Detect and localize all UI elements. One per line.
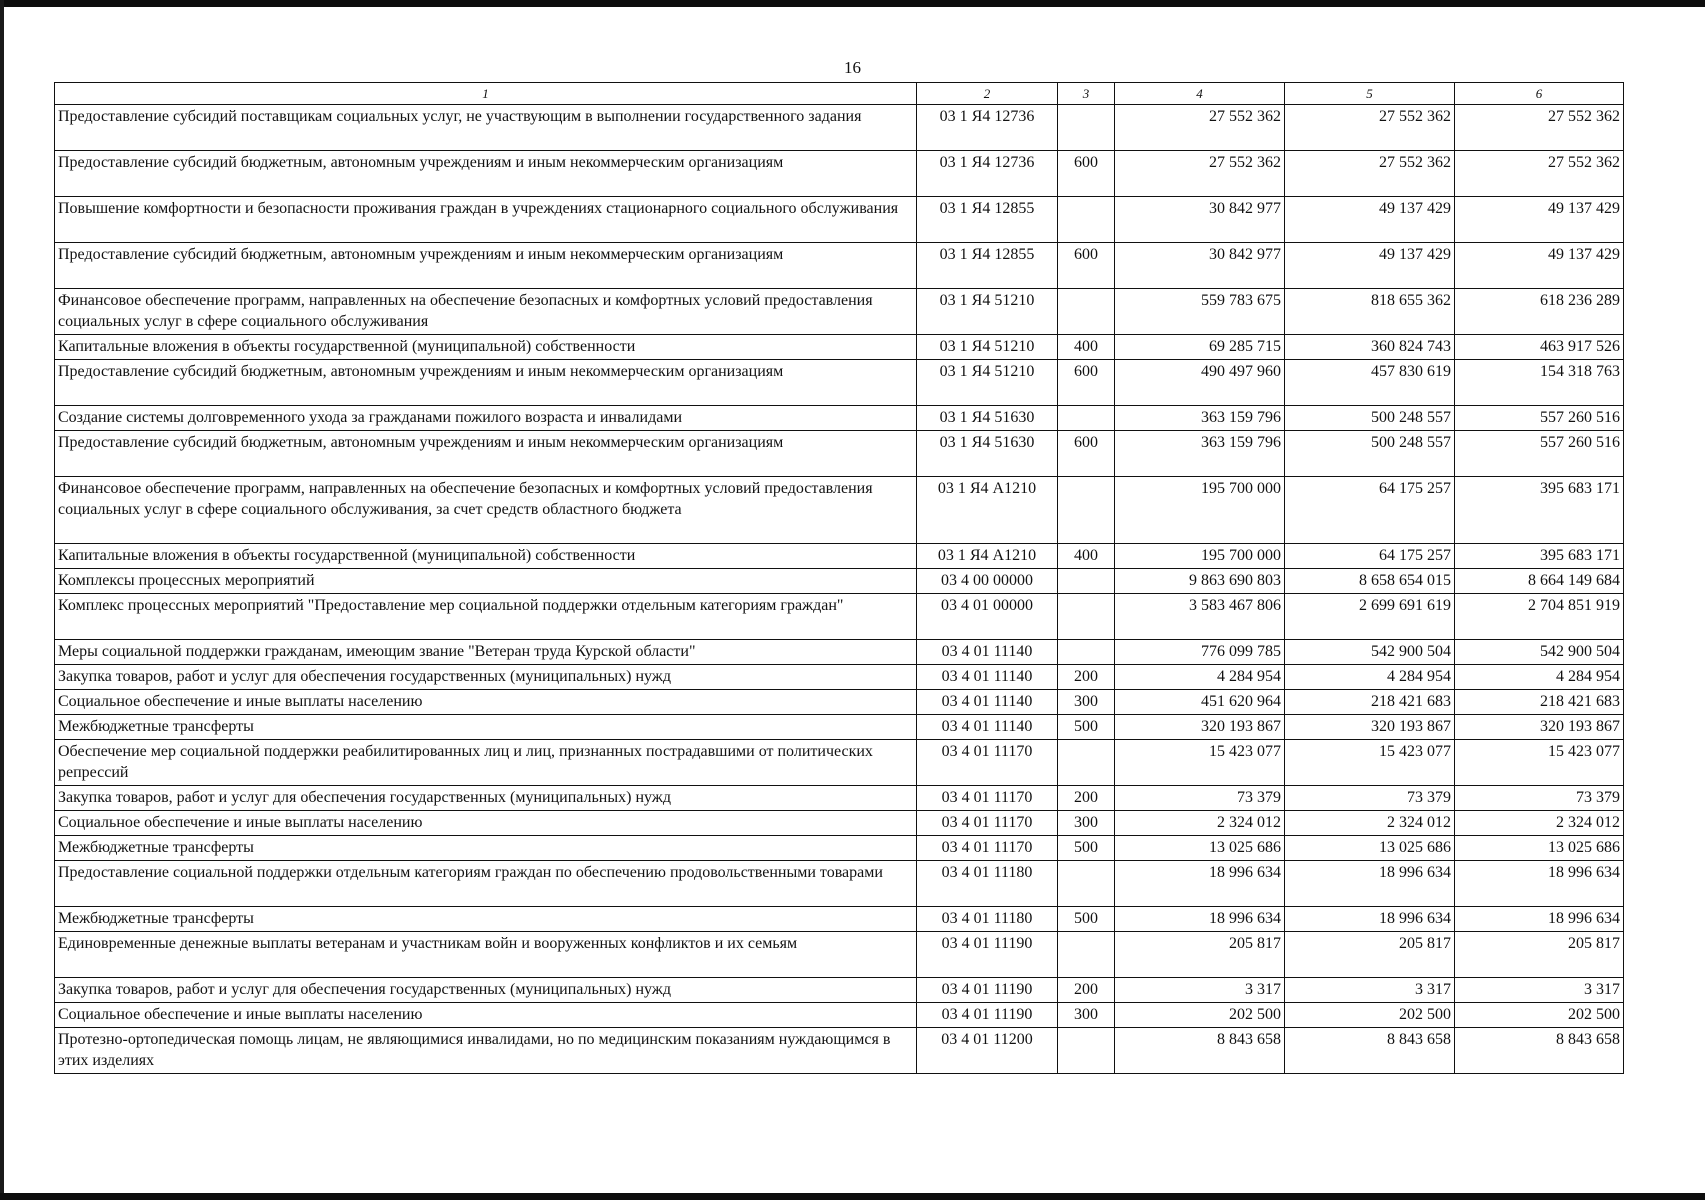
row-value-6-cell: 542 900 504 [1455, 640, 1624, 665]
row-code-cell: 03 1 Я4 51210 [917, 360, 1058, 406]
row-type-cell: 300 [1058, 690, 1115, 715]
row-value-6-cell: 618 236 289 [1455, 289, 1624, 335]
row-value-6-cell: 557 260 516 [1455, 406, 1624, 431]
scan-edge-top [0, 0, 1705, 7]
row-value-4-cell: 69 285 715 [1115, 335, 1285, 360]
page-number: 16 [844, 58, 861, 77]
row-type-cell [1058, 477, 1115, 544]
row-value-5-cell: 500 248 557 [1285, 406, 1455, 431]
table-row [55, 151, 1624, 197]
row-code-cell: 03 4 01 11190 [917, 1003, 1058, 1028]
row-value-6-cell: 395 683 171 [1455, 477, 1624, 544]
row-type-cell: 600 [1058, 431, 1115, 477]
table-row [55, 640, 1624, 665]
table-body [55, 105, 1624, 1074]
row-name-cell: Меры социальной поддержки гражданам, имеющим звание "Ветеран труда Курской области" [55, 640, 917, 665]
table-row [55, 740, 1624, 786]
row-value-6-cell: 218 421 683 [1455, 690, 1624, 715]
row-value-6-cell: 205 817 [1455, 932, 1624, 978]
row-value-4-cell: 490 497 960 [1115, 360, 1285, 406]
row-value-5-cell: 15 423 077 [1285, 740, 1455, 786]
row-type-cell [1058, 406, 1115, 431]
row-type-cell: 600 [1058, 360, 1115, 406]
row-value-5-cell: 500 248 557 [1285, 431, 1455, 477]
budget-table [54, 82, 1624, 1074]
row-value-4-cell: 27 552 362 [1115, 151, 1285, 197]
row-name-cell: Социальное обеспечение и иные выплаты населению [55, 1003, 917, 1028]
row-name-cell: Финансовое обеспечение программ, направленных на обеспечение безопасных и комфортных условий предоставления социальных услуг в сфере социального обслуживания, за счет средств областного бюджета [55, 477, 917, 544]
table-row [55, 1028, 1624, 1074]
row-code-cell: 03 1 Я4 12855 [917, 197, 1058, 243]
row-value-5-cell: 13 025 686 [1285, 836, 1455, 861]
row-value-5-cell: 818 655 362 [1285, 289, 1455, 335]
row-value-5-cell: 18 996 634 [1285, 907, 1455, 932]
row-value-6-cell: 73 379 [1455, 786, 1624, 811]
row-value-6-cell: 13 025 686 [1455, 836, 1624, 861]
row-value-5-cell: 2 324 012 [1285, 811, 1455, 836]
row-value-5-cell: 49 137 429 [1285, 243, 1455, 289]
row-value-6-cell: 3 317 [1455, 978, 1624, 1003]
row-value-6-cell: 27 552 362 [1455, 105, 1624, 151]
row-type-cell: 500 [1058, 907, 1115, 932]
row-value-4-cell: 2 324 012 [1115, 811, 1285, 836]
row-type-cell: 300 [1058, 811, 1115, 836]
row-value-5-cell: 18 996 634 [1285, 861, 1455, 907]
row-value-6-cell: 463 917 526 [1455, 335, 1624, 360]
table-row [55, 665, 1624, 690]
row-code-cell: 03 1 Я4 51630 [917, 406, 1058, 431]
row-code-cell: 03 4 01 11200 [917, 1028, 1058, 1074]
row-code-cell: 03 4 01 11170 [917, 811, 1058, 836]
row-value-4-cell: 205 817 [1115, 932, 1285, 978]
row-value-4-cell: 18 996 634 [1115, 861, 1285, 907]
row-value-4-cell: 73 379 [1115, 786, 1285, 811]
row-type-cell: 500 [1058, 715, 1115, 740]
row-value-5-cell: 360 824 743 [1285, 335, 1455, 360]
table-row [55, 836, 1624, 861]
row-code-cell: 03 4 01 11140 [917, 690, 1058, 715]
row-type-cell: 600 [1058, 243, 1115, 289]
row-value-6-cell: 18 996 634 [1455, 861, 1624, 907]
row-value-6-cell: 2 704 851 919 [1455, 594, 1624, 640]
row-value-6-cell: 320 193 867 [1455, 715, 1624, 740]
row-value-6-cell: 15 423 077 [1455, 740, 1624, 786]
row-value-4-cell: 27 552 362 [1115, 105, 1285, 151]
row-name-cell: Межбюджетные трансферты [55, 907, 917, 932]
row-name-cell: Закупка товаров, работ и услуг для обеспечения государственных (муниципальных) нужд [55, 665, 917, 690]
row-value-4-cell: 13 025 686 [1115, 836, 1285, 861]
column-header: 1 [55, 83, 917, 105]
column-header: 4 [1115, 83, 1285, 105]
row-value-5-cell: 202 500 [1285, 1003, 1455, 1028]
row-code-cell: 03 4 01 11190 [917, 978, 1058, 1003]
row-name-cell: Комплекс процессных мероприятий "Предоставление мер социальной поддержки отдельным категориям граждан" [55, 594, 917, 640]
column-header: 5 [1285, 83, 1455, 105]
row-type-cell [1058, 861, 1115, 907]
row-value-6-cell: 395 683 171 [1455, 544, 1624, 569]
row-name-cell: Предоставление субсидий бюджетным, автономным учреждениям и иным некоммерческим организациям [55, 431, 917, 477]
row-value-4-cell: 451 620 964 [1115, 690, 1285, 715]
row-value-6-cell: 8 664 149 684 [1455, 569, 1624, 594]
row-value-5-cell: 320 193 867 [1285, 715, 1455, 740]
table-row [55, 431, 1624, 477]
table-row [55, 335, 1624, 360]
row-type-cell: 200 [1058, 786, 1115, 811]
row-type-cell: 200 [1058, 665, 1115, 690]
row-type-cell [1058, 197, 1115, 243]
row-code-cell: 03 1 Я4 А1210 [917, 544, 1058, 569]
row-value-6-cell: 154 318 763 [1455, 360, 1624, 406]
row-value-5-cell: 2 699 691 619 [1285, 594, 1455, 640]
row-value-5-cell: 218 421 683 [1285, 690, 1455, 715]
row-value-5-cell: 64 175 257 [1285, 544, 1455, 569]
row-type-cell [1058, 932, 1115, 978]
row-value-4-cell: 320 193 867 [1115, 715, 1285, 740]
row-name-cell: Межбюджетные трансферты [55, 836, 917, 861]
row-type-cell: 500 [1058, 836, 1115, 861]
row-value-6-cell: 202 500 [1455, 1003, 1624, 1028]
row-value-5-cell: 205 817 [1285, 932, 1455, 978]
row-name-cell: Закупка товаров, работ и услуг для обеспечения государственных (муниципальных) нужд [55, 978, 917, 1003]
row-value-4-cell: 15 423 077 [1115, 740, 1285, 786]
row-type-cell [1058, 594, 1115, 640]
row-type-cell [1058, 740, 1115, 786]
row-value-5-cell: 542 900 504 [1285, 640, 1455, 665]
row-name-cell: Социальное обеспечение и иные выплаты населению [55, 811, 917, 836]
table-row [55, 861, 1624, 907]
row-value-5-cell: 49 137 429 [1285, 197, 1455, 243]
row-type-cell: 200 [1058, 978, 1115, 1003]
table-row [55, 1003, 1624, 1028]
row-value-4-cell: 3 317 [1115, 978, 1285, 1003]
row-value-4-cell: 8 843 658 [1115, 1028, 1285, 1074]
row-type-cell: 400 [1058, 544, 1115, 569]
row-type-cell [1058, 640, 1115, 665]
row-name-cell: Повышение комфортности и безопасности проживания граждан в учреждениях стационарного социального обслуживания [55, 197, 917, 243]
row-code-cell: 03 1 Я4 12736 [917, 151, 1058, 197]
row-name-cell: Капитальные вложения в объекты государственной (муниципальной) собственности [55, 335, 917, 360]
row-value-4-cell: 195 700 000 [1115, 477, 1285, 544]
table-row [55, 243, 1624, 289]
row-value-4-cell: 776 099 785 [1115, 640, 1285, 665]
row-type-cell [1058, 289, 1115, 335]
row-value-4-cell: 30 842 977 [1115, 197, 1285, 243]
row-name-cell: Закупка товаров, работ и услуг для обеспечения государственных (муниципальных) нужд [55, 786, 917, 811]
table-row [55, 289, 1624, 335]
row-code-cell: 03 4 01 11170 [917, 740, 1058, 786]
row-value-6-cell: 49 137 429 [1455, 197, 1624, 243]
row-name-cell: Предоставление субсидий бюджетным, автономным учреждениям и иным некоммерческим организациям [55, 360, 917, 406]
row-code-cell: 03 4 01 11140 [917, 715, 1058, 740]
row-value-4-cell: 195 700 000 [1115, 544, 1285, 569]
row-value-4-cell: 9 863 690 803 [1115, 569, 1285, 594]
column-header: 6 [1455, 83, 1624, 105]
row-value-5-cell: 73 379 [1285, 786, 1455, 811]
row-name-cell: Протезно-ортопедическая помощь лицам, не являющимися инвалидами, но по медицинским показаниям нуждающимся в этих изделиях [55, 1028, 917, 1074]
row-code-cell: 03 4 01 00000 [917, 594, 1058, 640]
row-value-5-cell: 4 284 954 [1285, 665, 1455, 690]
row-code-cell: 03 4 01 11140 [917, 665, 1058, 690]
table-row [55, 978, 1624, 1003]
table-row [55, 932, 1624, 978]
row-code-cell: 03 4 01 11170 [917, 786, 1058, 811]
row-name-cell: Предоставление субсидий бюджетным, автономным учреждениям и иным некоммерческим организациям [55, 243, 917, 289]
table-row [55, 690, 1624, 715]
row-name-cell: Капитальные вложения в объекты государственной (муниципальной) собственности [55, 544, 917, 569]
row-value-6-cell: 18 996 634 [1455, 907, 1624, 932]
row-value-5-cell: 457 830 619 [1285, 360, 1455, 406]
row-type-cell: 300 [1058, 1003, 1115, 1028]
row-value-6-cell: 49 137 429 [1455, 243, 1624, 289]
table-row [55, 544, 1624, 569]
row-code-cell: 03 4 00 00000 [917, 569, 1058, 594]
row-type-cell [1058, 105, 1115, 151]
row-value-4-cell: 4 284 954 [1115, 665, 1285, 690]
row-code-cell: 03 1 Я4 12736 [917, 105, 1058, 151]
row-value-6-cell: 2 324 012 [1455, 811, 1624, 836]
row-code-cell: 03 1 Я4 51630 [917, 431, 1058, 477]
row-type-cell [1058, 569, 1115, 594]
row-code-cell: 03 4 01 11180 [917, 907, 1058, 932]
row-value-6-cell: 557 260 516 [1455, 431, 1624, 477]
row-code-cell: 03 1 Я4 12855 [917, 243, 1058, 289]
row-code-cell: 03 1 Я4 51210 [917, 335, 1058, 360]
table-row [55, 477, 1624, 544]
row-value-5-cell: 8 843 658 [1285, 1028, 1455, 1074]
row-name-cell: Финансовое обеспечение программ, направленных на обеспечение безопасных и комфортных условий предоставления социальных услуг в сфере социального обслуживания [55, 289, 917, 335]
row-value-4-cell: 202 500 [1115, 1003, 1285, 1028]
table-row [55, 594, 1624, 640]
row-code-cell: 03 1 Я4 51210 [917, 289, 1058, 335]
table-row [55, 569, 1624, 594]
row-value-5-cell: 3 317 [1285, 978, 1455, 1003]
row-code-cell: 03 4 01 11190 [917, 932, 1058, 978]
row-value-4-cell: 30 842 977 [1115, 243, 1285, 289]
row-name-cell: Предоставление социальной поддержки отдельным категориям граждан по обеспечению продовольственными товарами [55, 861, 917, 907]
row-name-cell: Социальное обеспечение и иные выплаты населению [55, 690, 917, 715]
table-row [55, 105, 1624, 151]
table-row [55, 786, 1624, 811]
scan-edge-left [0, 0, 4, 1200]
row-code-cell: 03 4 01 11180 [917, 861, 1058, 907]
row-value-6-cell: 27 552 362 [1455, 151, 1624, 197]
column-header: 3 [1058, 83, 1115, 105]
row-name-cell: Комплексы процессных мероприятий [55, 569, 917, 594]
row-type-cell: 600 [1058, 151, 1115, 197]
row-name-cell: Межбюджетные трансферты [55, 715, 917, 740]
row-value-5-cell: 27 552 362 [1285, 105, 1455, 151]
scan-edge-bottom [0, 1193, 1705, 1200]
table-row [55, 360, 1624, 406]
row-value-5-cell: 8 658 654 015 [1285, 569, 1455, 594]
row-value-4-cell: 363 159 796 [1115, 431, 1285, 477]
row-value-4-cell: 3 583 467 806 [1115, 594, 1285, 640]
row-code-cell: 03 4 01 11140 [917, 640, 1058, 665]
row-name-cell: Предоставление субсидий бюджетным, автономным учреждениям и иным некоммерческим организациям [55, 151, 917, 197]
row-code-cell: 03 1 Я4 А1210 [917, 477, 1058, 544]
row-value-4-cell: 559 783 675 [1115, 289, 1285, 335]
row-name-cell: Создание системы долговременного ухода за гражданами пожилого возраста и инвалидами [55, 406, 917, 431]
row-value-5-cell: 64 175 257 [1285, 477, 1455, 544]
table-row [55, 811, 1624, 836]
row-type-cell: 400 [1058, 335, 1115, 360]
row-code-cell: 03 4 01 11170 [917, 836, 1058, 861]
row-value-6-cell: 8 843 658 [1455, 1028, 1624, 1074]
table-row [55, 715, 1624, 740]
row-name-cell: Обеспечение мер социальной поддержки реабилитированных лиц и лиц, признанных пострадавшими от политических репрессий [55, 740, 917, 786]
column-header: 2 [917, 83, 1058, 105]
row-name-cell: Предоставление субсидий поставщикам социальных услуг, не участвующим в выполнении государственного задания [55, 105, 917, 151]
row-value-6-cell: 4 284 954 [1455, 665, 1624, 690]
row-value-4-cell: 18 996 634 [1115, 907, 1285, 932]
row-value-5-cell: 27 552 362 [1285, 151, 1455, 197]
table-header-row [55, 83, 1624, 105]
table-row [55, 406, 1624, 431]
row-type-cell [1058, 1028, 1115, 1074]
row-value-4-cell: 363 159 796 [1115, 406, 1285, 431]
row-name-cell: Единовременные денежные выплаты ветеранам и участникам войн и вооруженных конфликтов и их семьям [55, 932, 917, 978]
table-row [55, 197, 1624, 243]
table-row [55, 907, 1624, 932]
